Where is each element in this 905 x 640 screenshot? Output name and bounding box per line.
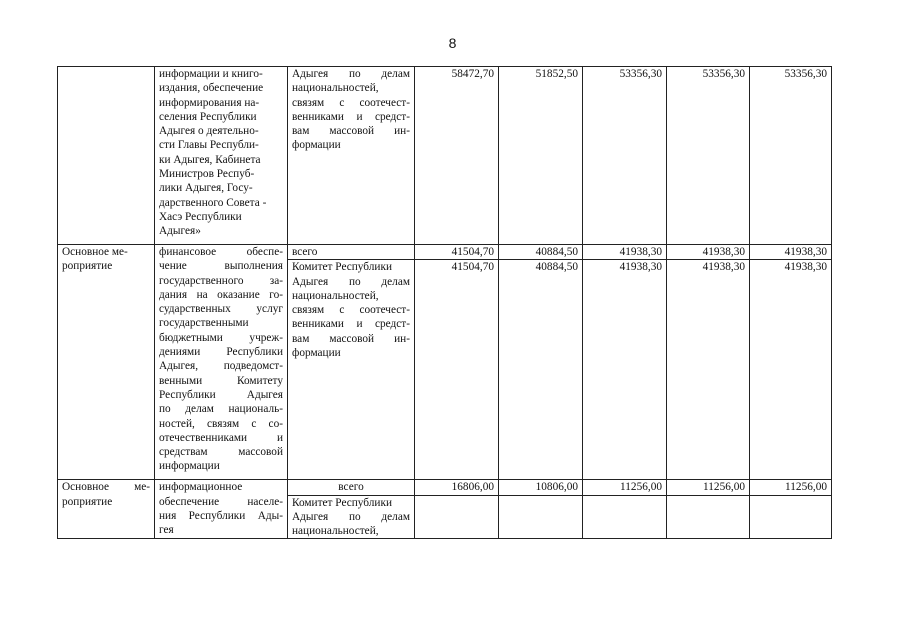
responsible-cell: Комитет Республики Адыгея по делам национальностей, (288, 495, 415, 539)
value-cell: 10806,00 (499, 480, 583, 495)
table-row (58, 480, 832, 495)
measure-name-cell: финансовое обеспе- чение выполнения государственного за- дания на оказание го- сударственных услуг государственными бюджетными учреж- дениями Республики Адыгея, подведомст- венными Комитету Республики Адыгея по делам националь- ностей, связям с со- отечественниками и средствам массовой информации (155, 245, 288, 480)
measure-name-cell: информации и книго- издания, обеспечение информирования на- селения Республики Адыгея о деятельно- сти Главы Республи- ки Адыгея, Кабинета Министров Респуб- лики Адыгея, Госу- дарственного Совета - Хасэ Республики Адыгея» (155, 67, 288, 245)
value-cell: 41938,30 (583, 245, 667, 260)
type-cell: Основное ме- роприятие (58, 245, 155, 480)
value-cell: 40884,50 (499, 245, 583, 260)
measure-name-cell: информационное обеспечение населе- ния Республики Ады- гея (155, 480, 288, 539)
page-number: 8 (448, 35, 457, 51)
value-cell: 41504,70 (415, 260, 499, 480)
value-cell: 16806,00 (415, 480, 499, 495)
budget-table (57, 66, 832, 539)
type-cell (58, 67, 155, 245)
value-cell: 41938,30 (667, 245, 750, 260)
value-cell: 11256,00 (750, 480, 832, 495)
value-cell: 41938,30 (583, 260, 667, 480)
value-cell (583, 495, 667, 539)
value-cell (499, 495, 583, 539)
value-cell: 53356,30 (583, 67, 667, 245)
table-row (58, 67, 832, 245)
responsible-cell: Комитет Республики Адыгея по делам национальностей, связям с соотечест- венниками и средст- вам массовой ин- формации (288, 260, 415, 480)
value-cell: 41938,30 (750, 245, 832, 260)
value-cell (750, 495, 832, 539)
value-cell: 11256,00 (583, 480, 667, 495)
value-cell (667, 495, 750, 539)
value-cell: 53356,30 (750, 67, 832, 245)
value-cell: 41938,30 (667, 260, 750, 480)
value-cell: 40884,50 (499, 260, 583, 480)
value-cell: 51852,50 (499, 67, 583, 245)
responsible-total-label: всего (288, 480, 415, 495)
responsible-cell: Адыгея по делам национальностей, связям с соотечест- венниками и средст- вам массовой ин- формации (288, 67, 415, 245)
value-cell: 41938,30 (750, 260, 832, 480)
value-cell (415, 495, 499, 539)
value-cell: 58472,70 (415, 67, 499, 245)
value-cell: 11256,00 (667, 480, 750, 495)
type-cell: Основное ме- роприятие (58, 480, 155, 539)
table-row (58, 245, 832, 260)
value-cell: 41504,70 (415, 245, 499, 260)
value-cell: 53356,30 (667, 67, 750, 245)
responsible-total-label: всего (288, 245, 415, 260)
